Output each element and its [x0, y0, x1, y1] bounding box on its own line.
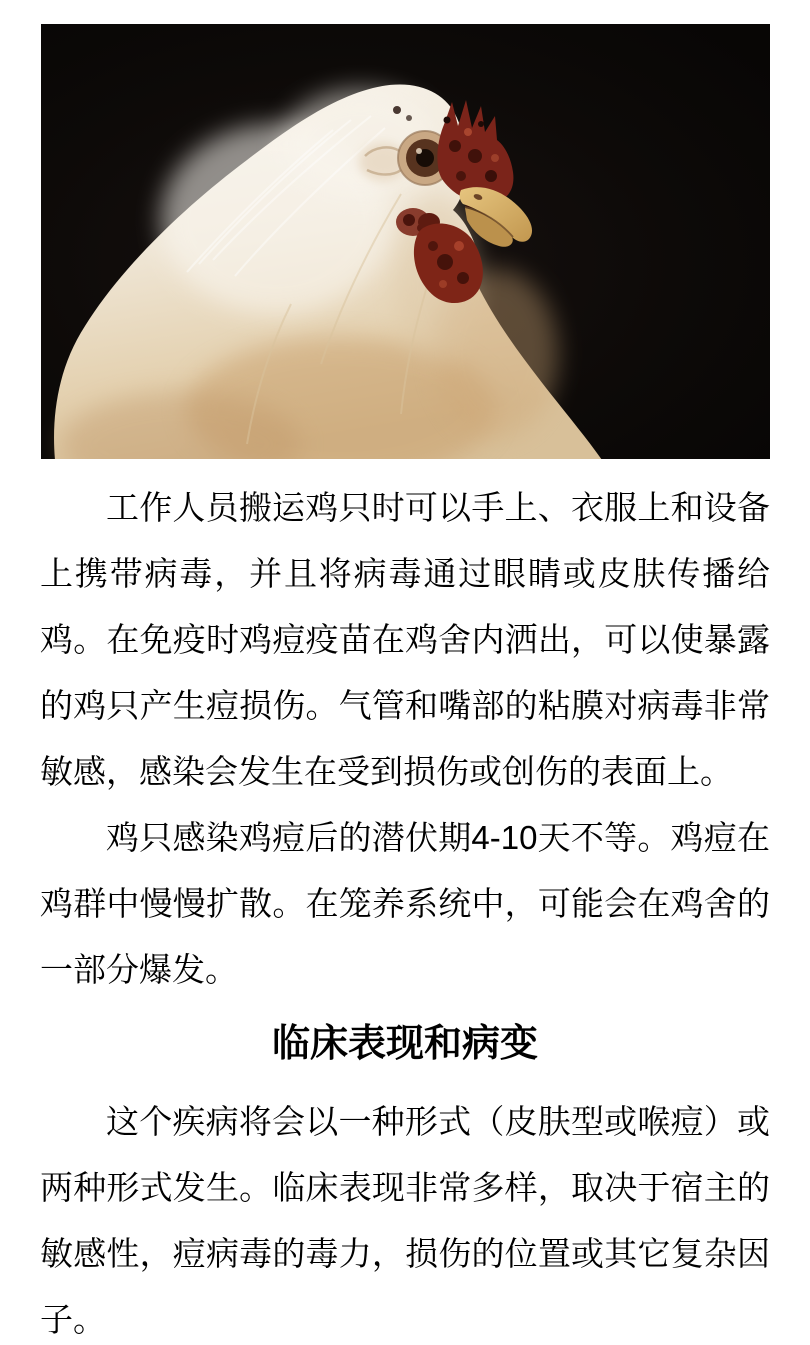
paragraph-disease-forms: 这个疾病将会以一种形式（皮肤型或喉痘）或两种形式发生。临床表现非常多样，取决于宿主的敏感性，痘病毒的毒力，损伤的位置或其它复杂因子。: [40, 1103, 770, 1338]
paragraph-virus-transmission: 工作人员搬运鸡只时可以手上、衣服上和设备上携带病毒，并且将病毒通过眼睛或皮肤传播给鸡。在免疫时鸡痘疫苗在鸡舍内洒出，可以使暴露的鸡只产生痘损伤。气管和嘴部的粘膜对病毒非常敏感，感染会发生在受到损伤或创伤的表面上。: [40, 489, 770, 790]
paragraph-incubation-period: 鸡只感染鸡痘后的潜伏期4-10天不等。鸡痘在鸡群中慢慢扩散。在笼养系统中，可能会在鸡舍的一部分爆发。: [40, 819, 770, 988]
chicken-illustration: [41, 24, 770, 459]
chicken-photo: [41, 24, 770, 459]
section-heading-clinical-signs: 临床表现和病变: [271, 1023, 538, 1065]
article-body: [40, 475, 770, 1345]
